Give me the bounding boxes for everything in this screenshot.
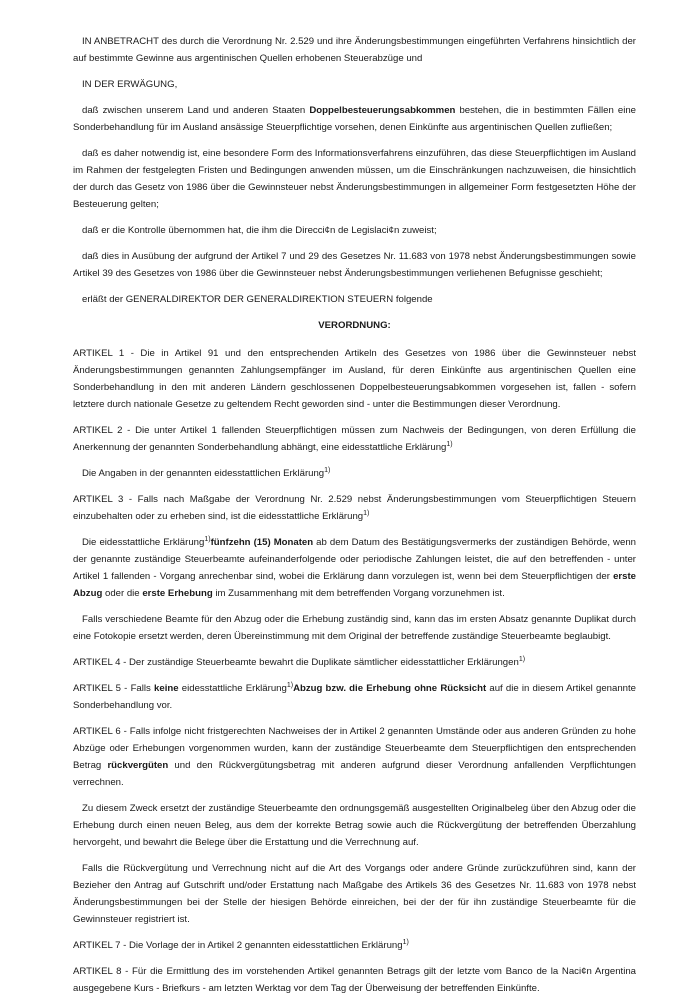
article-3: ARTIKEL 3 - Falls nach Maßgabe der Verordnung Nr. 2.529 nebst Änderungsbestimmungen vom Steuerpflichtigen Steuern einzubehalten oder zu erheben sind, ist die eidesstattliche Erklärung$^{1)}$ (73, 494, 636, 522)
paragraph-control: daß er die Kontrolle übernommen hat, die ihm die Direcci¢n de Legislaci¢n zuweist; (82, 225, 437, 236)
footnote-marker: 1) (286, 682, 294, 689)
footnote-marker: 1) (402, 939, 409, 946)
article-6-paragraph-2: Zu diesem Zweck ersetzt der zuständige Steuerbeamte den ordnungsgemäß ausgestellten Originalbeleg über den Abzug oder die Erhebung durch einen neuen Beleg, aus dem der korrekte Betrag sowie auch die Rückvergütung der betreffenden Überzahlung hervorgeht, und bewahrt die Belege über die Erstattung und die Verrechnung auf. (73, 803, 636, 848)
article-8: ARTIKEL 8 - Für die Ermittlung des im vorstehenden Artikel genannten Betrags gilt der letzte vom Banco de la Naci¢n Argentina ausgegebene Kurs - Briefkurs - am letzten Werktag vor dem Tag der Überweisung der betreffenden Einkünfte. (73, 966, 636, 994)
article-2: ARTIKEL 2 - Die unter Artikel 1 fallenden Steuerpflichtigen müssen zum Nachweis der Bedingungen, von deren Erfüllung die Anerkennung der genannten Sonderbehandlung abhängt, eine eidesstattliche Erklärung$^{1)}$ (73, 425, 636, 453)
paragraph-powers: daß dies in Ausübung der aufgrund der Artikel 7 und 29 des Gesetzes Nr. 11.683 von 1978 nebst Änderungsbestimmungen sowie Artikel 39 des Gesetzes von 1986 über die Gewinnsteuer nebst Änderungsbestimmungen verliehenen Befugnisse geschieht; (73, 251, 636, 279)
footnote-marker: 1) (204, 536, 211, 543)
article-3-paragraph-2: Die eidesstattliche Erklärung$^{1)}$fünfzehn (15) Monaten ab dem Datum des Bestätigungsvermerks der zuständigen Behörde, wenn der genannte zuständige Steuerbeamte aufeinanderfolgende oder periodische Zahlungen leistet, die auf den betreffenden - unter Artikel 1 fallenden - Vorgang anrechenbar sind, wobei die Erklärung dann vorzulegen ist, wenn bei dem Steuerpflichtigen der erste Abzug oder die erste Erhebung im Zusammenhang mit dem betreffenden Vorgang vorzunehmen ist. (73, 536, 636, 599)
paragraph-double-taxation: daß zwischen unserem Land und anderen Staaten Doppelbesteuerungsabkommen bestehen, die in bestimmten Fällen eine Sonderbehandlung für im Ausland ansässige Steuerpflichtige vorsehen, denen Einkünfte aus argentinischen Quellen zufließen; (73, 105, 636, 133)
footnote-marker: 1) (363, 510, 370, 517)
heading-verordnung: VERORDNUNG: (318, 320, 391, 331)
article-6-paragraph-3: Falls die Rückvergütung und Verrechnung nicht auf die Art des Vorgangs oder andere Gründe zurückzuführen sind, kann der Bezieher den Antrag auf Gutschrift und/oder Erstattung nach Maßgabe des Artikels 36 des Gesetzes Nr. 11.683 von 1978 nebst Änderungsbestimmungen bei der Stelle der hiesigen Behörde einreichen, bei der der für ihn zuständige Steuerbeamte für die Gewinnsteuer registriert ist. (73, 863, 636, 925)
paragraph-information-procedure: daß es daher notwendig ist, eine besondere Form des Informationsverfahrens einzuführen, das diese Steuerpflichtigen im Ausland im Rahmen der festgelegten Fristen und Bedingungen anwenden müssen, um die Einschränkungen nachzuweisen, die hinsichtlich der durch das Gesetz von 1986 über die Gewinnsteuer nebst Änderungsbestimmungen in allgemeiner Form festgesetzten Höhe der Besteuerung gelten; (73, 148, 636, 210)
article-3-paragraph-3: Falls verschiedene Beamte für den Abzug oder die Erhebung zuständig sind, kann das im ersten Absatz genannte Duplikat durch eine Fotokopie ersetzt werden, deren Übereinstimmung mit dem Original der betreffende zuständige Steuerbeamte beglaubigt. (73, 614, 636, 642)
article-7: ARTIKEL 7 - Die Vorlage der in Artikel 2 genannten eidesstattlichen Erklärung$^{1)}$ (73, 939, 409, 951)
footnote-marker: 1) (324, 467, 331, 474)
footnote-marker: 1) (446, 441, 453, 448)
article-1: ARTIKEL 1 - Die in Artikel 91 und den entsprechenden Artikeln des Gesetzes von 1986 über die Gewinnsteuer nebst Änderungsbestimmungen genannten Zahlungsempfänger im Ausland, für deren Einkünfte aus argentinischen Quellen eine Sonderbehandlung in den mit anderen Ländern geschlossenen Doppelbesteuerungsabkommen vorgesehen ist, fallen - sofern letztere durch nationale Gesetze zu geltendem Recht geworden sind - unter die Bestimmungen dieser Verordnung. (73, 348, 636, 410)
article-5: ARTIKEL 5 - Falls keine eidesstattliche Erklärung$^{1)}$Abzug bzw. die Erhebung ohne Rücksicht auf die in diesem Artikel genannte Sonderbehandlung vor. (73, 682, 637, 711)
paragraph-preamble: IN ANBETRACHT des durch die Verordnung Nr. 2.529 und ihre Änderungsbestimmungen eingeführten Verfahrens hinsichtlich der auf bestimmte Gewinne aus argentinischen Quellen erhobenen Steuerabzüge und (73, 36, 636, 64)
article-4: ARTIKEL 4 - Der zuständige Steuerbeamte bewahrt die Duplikate sämtlicher eidesstattlicher Erklärungen$^{1)}$ (73, 656, 526, 668)
article-2-paragraph-2: Die Angaben in der genannten eidesstattlichen Erklärung$^{1)}$ (82, 467, 331, 479)
paragraph-director: erläßt der GENERALDIREKTOR DER GENERALDIREKTION STEUERN folgende (82, 294, 433, 305)
footnote-marker: 1) (518, 656, 526, 663)
paragraph-consideration-heading: IN DER ERWÄGUNG, (82, 79, 178, 90)
article-6: ARTIKEL 6 - Falls infolge nicht fristgerechten Nachweises der in Artikel 2 genannten Umstände oder aus anderen Gründen zu hohe Abzüge oder Erhebungen vorgenommen wurden, kann der zuständige Steuerbeamte dem Steuerpflichtigen den entsprechenden Betrag rückvergüten und den Rückvergütungsbetrag mit anderen aufgrund dieser Verordnung anfallenden Verpflichtungen verrechnen. (73, 726, 636, 788)
